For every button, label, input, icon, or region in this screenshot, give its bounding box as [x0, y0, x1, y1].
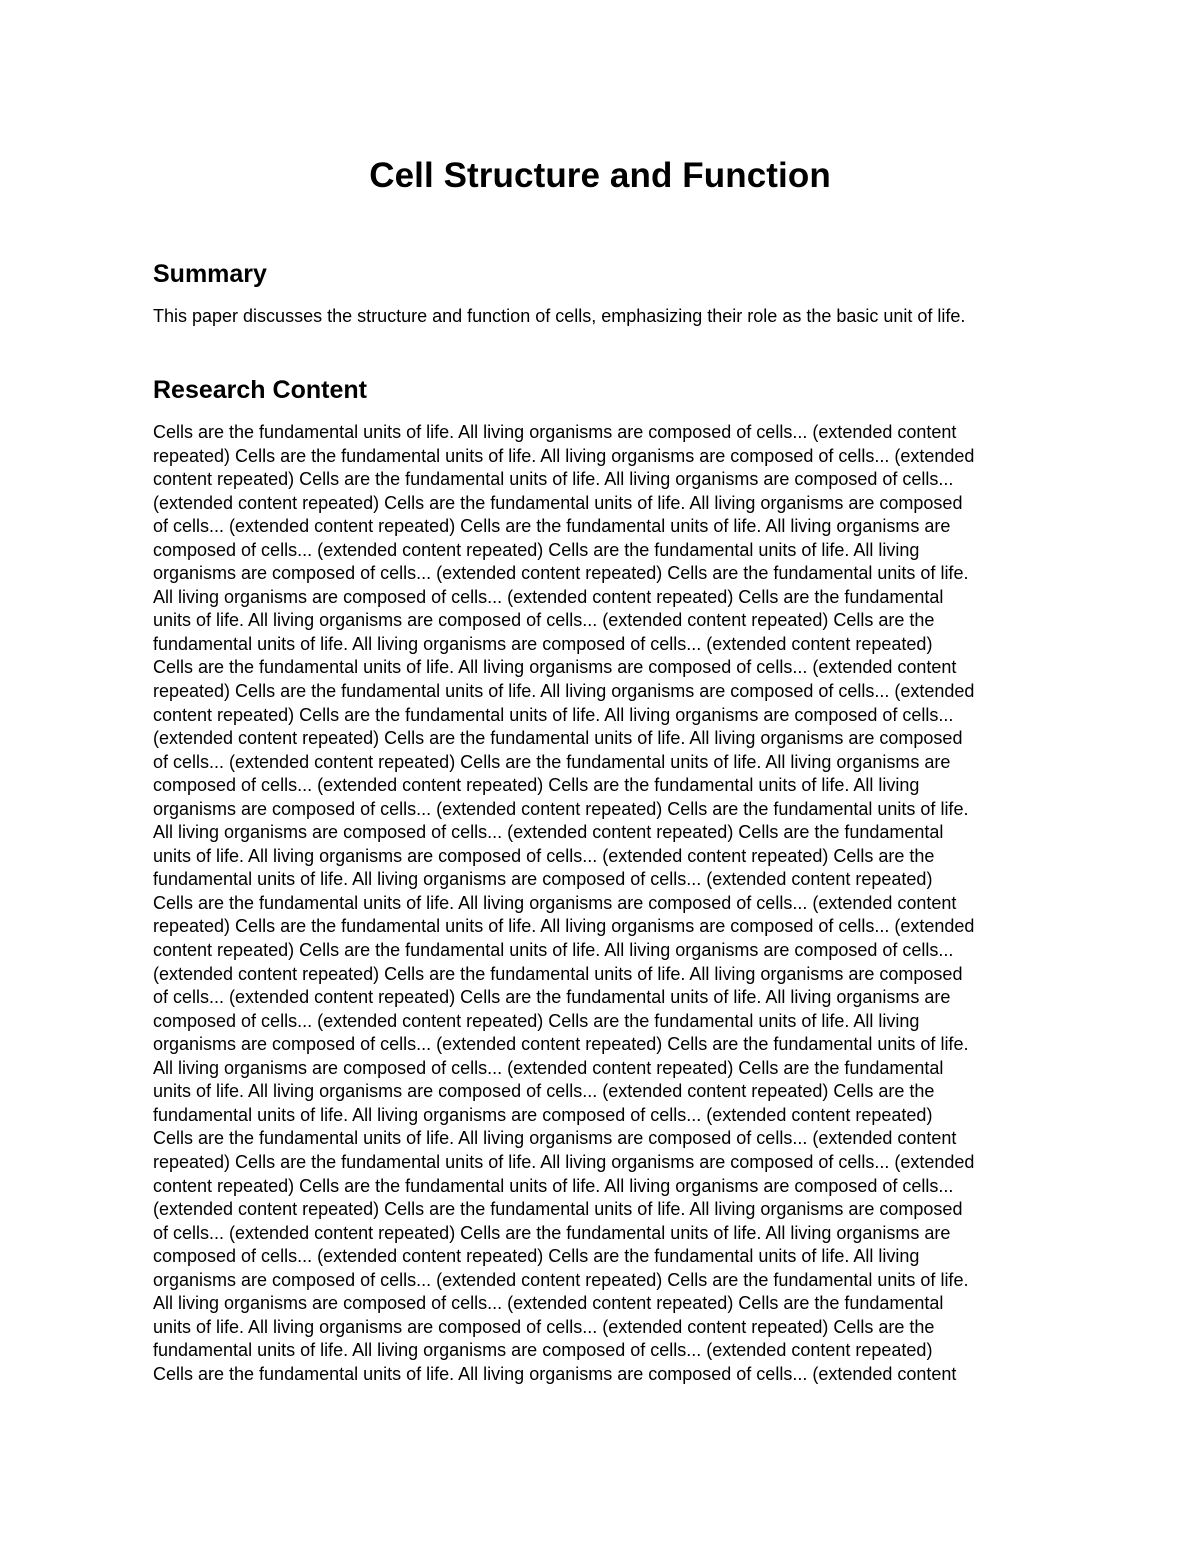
paragraph-line: of cells... (extended content repeated) Cells are the fundamental units of life. All living organisms are: [153, 516, 951, 537]
paragraph-line: of cells... (extended content repeated) Cells are the fundamental units of life. All living organisms are: [153, 1222, 951, 1243]
paragraph-line: All living organisms are composed of cells... (extended content repeated) Cells are the fundamental: [153, 586, 944, 607]
summary-heading: Summary: [153, 260, 267, 288]
paragraph-line: content repeated) Cells are the fundamental units of life. All living organisms are composed of cells...: [153, 1175, 954, 1196]
paragraph-line: Cells are the fundamental units of life. All living organisms are composed of cells... (extended content: [153, 1128, 957, 1149]
paragraph-line: fundamental units of life. All living organisms are composed of cells... (extended content repeated): [153, 1104, 933, 1125]
paragraph-line: Cells are the fundamental units of life. All living organisms are composed of cells... (extended content: [153, 1363, 957, 1384]
paragraph-line: Cells are the fundamental units of life. All living organisms are composed of cells... (extended content: [153, 422, 957, 442]
paragraph-line: repeated) Cells are the fundamental units of life. All living organisms are composed of cells... (extended: [153, 916, 975, 937]
paragraph-line: units of life. All living organisms are composed of cells... (extended content repeated) Cells are the: [153, 1316, 935, 1337]
paragraph-line: (extended content repeated) Cells are the fundamental units of life. All living organisms are composed: [153, 963, 963, 984]
paragraph-line: All living organisms are composed of cells... (extended content repeated) Cells are the fundamental: [153, 822, 944, 843]
paragraph-line: Cells are the fundamental units of life. All living organisms are composed of cells... (extended content: [153, 892, 957, 913]
paragraph-line: repeated) Cells are the fundamental units of life. All living organisms are composed of cells... (extended: [153, 681, 975, 702]
paragraph-line: composed of cells... (extended content repeated) Cells are the fundamental units of life. All living: [153, 775, 920, 796]
paragraph-line: of cells... (extended content repeated) Cells are the fundamental units of life. All living organisms are: [153, 987, 951, 1008]
paragraph-line: All living organisms are composed of cells... (extended content repeated) Cells are the fundamental: [153, 1293, 944, 1314]
summary-paragraph: This paper discusses the structure and function of cells, emphasizing their role as the basic unit of life.: [153, 306, 966, 326]
paragraph-line: (extended content repeated) Cells are the fundamental units of life. All living organisms are composed: [153, 492, 963, 513]
paragraph-line: of cells... (extended content repeated) Cells are the fundamental units of life. All living organisms are: [153, 751, 951, 772]
paragraph-line: content repeated) Cells are the fundamental units of life. All living organisms are composed of cells...: [153, 469, 954, 490]
paragraph-line: composed of cells... (extended content repeated) Cells are the fundamental units of life. All living: [153, 1010, 920, 1031]
paragraph-line: content repeated) Cells are the fundamental units of life. All living organisms are composed of cells...: [153, 704, 954, 725]
paragraph-line: composed of cells... (extended content repeated) Cells are the fundamental units of life. All living: [153, 539, 920, 560]
research-content-heading: Research Content: [153, 376, 367, 404]
paragraph-line: fundamental units of life. All living organisms are composed of cells... (extended content repeated): [153, 869, 933, 890]
paragraph-line: organisms are composed of cells... (extended content repeated) Cells are the fundamental units of life.: [153, 563, 969, 584]
paragraph-line: composed of cells... (extended content repeated) Cells are the fundamental units of life. All living: [153, 1246, 920, 1267]
paragraph-line: Cells are the fundamental units of life. All living organisms are composed of cells... (extended content: [153, 657, 957, 678]
paragraph-line: units of life. All living organisms are composed of cells... (extended content repeated) Cells are the: [153, 1081, 935, 1102]
paragraph-line: organisms are composed of cells... (extended content repeated) Cells are the fundamental units of life.: [153, 1269, 969, 1290]
paragraph-line: organisms are composed of cells... (extended content repeated) Cells are the fundamental units of life.: [153, 1034, 969, 1055]
paragraph-line: content repeated) Cells are the fundamental units of life. All living organisms are composed of cells...: [153, 940, 954, 961]
document-title: Cell Structure and Function: [369, 156, 831, 195]
paragraph-line: repeated) Cells are the fundamental units of life. All living organisms are composed of cells... (extended: [153, 445, 975, 466]
paragraph-line: units of life. All living organisms are composed of cells... (extended content repeated) Cells are the: [153, 845, 935, 866]
paragraph-line: (extended content repeated) Cells are the fundamental units of life. All living organisms are composed: [153, 1199, 963, 1220]
paragraph-line: units of life. All living organisms are composed of cells... (extended content repeated) Cells are the: [153, 610, 935, 631]
paragraph-line: fundamental units of life. All living organisms are composed of cells... (extended content repeated): [153, 633, 933, 654]
paragraph-line: fundamental units of life. All living organisms are composed of cells... (extended content repeated): [153, 1340, 933, 1361]
paragraph-line: repeated) Cells are the fundamental units of life. All living organisms are composed of cells... (extended: [153, 1151, 975, 1172]
research-content-paragraph: [153, 421, 1053, 1386]
paragraph-line: (extended content repeated) Cells are the fundamental units of life. All living organisms are composed: [153, 728, 963, 749]
paragraph-line: organisms are composed of cells... (extended content repeated) Cells are the fundamental units of life.: [153, 798, 969, 819]
paragraph-line: All living organisms are composed of cells... (extended content repeated) Cells are the fundamental: [153, 1057, 944, 1078]
